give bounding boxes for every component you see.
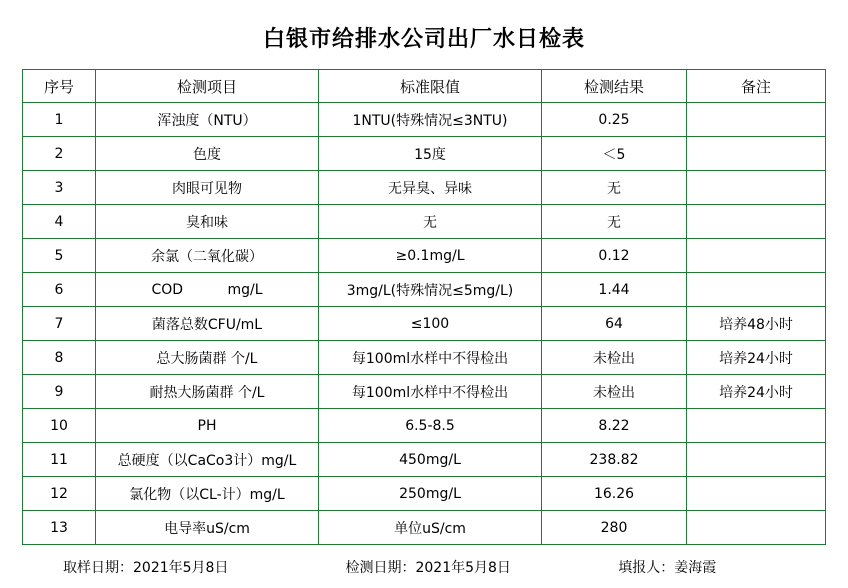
cell-item: 余氯（二氧化碳） [96,239,319,273]
cell-result: 64 [542,307,687,341]
cell-no: 12 [23,477,96,511]
cell-std: 每100ml水样中不得检出 [319,341,542,375]
cell-note [687,103,826,137]
table-row [23,409,826,443]
cell-note [687,409,826,443]
header-std: 标准限值 [319,70,542,103]
cell-item: 总硬度（以CaCo3计）mg/L [96,443,319,477]
table-row [23,239,826,273]
table-row [23,477,826,511]
cell-no: 11 [23,443,96,477]
cell-result: 238.82 [542,443,687,477]
header-no: 序号 [23,70,96,103]
reporter: 填报人：姜海霞 [618,560,717,576]
cell-item: 氯化物（以CL-计）mg/L [96,477,319,511]
cell-no: 13 [23,511,96,545]
table-row [23,375,826,409]
cell-item: 总大肠菌群 个/L [96,341,319,375]
cell-item: 耐热大肠菌群 个/L [96,375,319,409]
cell-result: 未检出 [542,341,687,375]
cell-item: 浑浊度（NTU） [96,103,319,137]
cell-std: ≥0.1mg/L [319,239,542,273]
cell-no: 9 [23,375,96,409]
header-note: 备注 [687,70,826,103]
table-row [23,341,826,375]
page-title: 白银市给排水公司出厂水日检表 [262,27,585,52]
test-date: 检测日期：2021年5月8日 [345,560,511,576]
cell-result: 未检出 [542,375,687,409]
cell-no: 5 [23,239,96,273]
cell-std: 1NTU(特殊情况≤3NTU) [319,103,542,137]
cell-std: 15度 [319,137,542,171]
cell-no: 10 [23,409,96,443]
cell-no: 3 [23,171,96,205]
table-row [23,307,826,341]
cell-item: 肉眼可见物 [96,171,319,205]
cell-no: 4 [23,205,96,239]
table-row [23,273,826,307]
cell-item: PH [96,409,319,443]
cell-result: ＜5 [542,137,687,171]
cell-std: 6.5-8.5 [319,409,542,443]
cell-no: 7 [23,307,96,341]
table-row [23,137,826,171]
table-header-row [23,70,826,103]
cell-item-text: COD mg/L [151,281,263,298]
table-body [23,103,826,545]
cell-note [687,273,826,307]
header-result: 检测结果 [542,70,687,103]
water-quality-table [22,69,826,545]
sampling-date: 取样日期：2021年5月8日 [63,560,229,576]
cell-result: 0.25 [542,103,687,137]
table-row [23,171,826,205]
cell-no: 2 [23,137,96,171]
cell-result: 无 [542,171,687,205]
table-row [23,443,826,477]
cell-note: 培养24小时 [687,341,826,375]
cell-item: 菌落总数CFU/mL [96,307,319,341]
footer [35,545,813,577]
cell-note [687,443,826,477]
cell-std: 每100ml水样中不得检出 [319,375,542,409]
cell-item [96,273,319,307]
cell-note [687,205,826,239]
cell-std: 单位uS/cm [319,511,542,545]
cell-result: 1.44 [542,273,687,307]
cell-no: 6 [23,273,96,307]
cell-std: ≤100 [319,307,542,341]
cell-result: 280 [542,511,687,545]
cell-std: 250mg/L [319,477,542,511]
cell-note [687,239,826,273]
cell-item: 臭和味 [96,205,319,239]
cell-no: 1 [23,103,96,137]
table-row [23,511,826,545]
cell-note [687,511,826,545]
cell-note: 培养24小时 [687,375,826,409]
header-item: 检测项目 [96,70,319,103]
cell-result: 无 [542,205,687,239]
table-row [23,205,826,239]
cell-std: 无异臭、异味 [319,171,542,205]
cell-note: 培养48小时 [687,307,826,341]
cell-std: 3mg/L(特殊情况≤5mg/L) [319,273,542,307]
cell-std: 450mg/L [319,443,542,477]
cell-result: 0.12 [542,239,687,273]
cell-item: 色度 [96,137,319,171]
cell-note [687,477,826,511]
cell-result: 8.22 [542,409,687,443]
cell-result: 16.26 [542,477,687,511]
cell-no: 8 [23,341,96,375]
cell-note [687,171,826,205]
cell-item: 电导率uS/cm [96,511,319,545]
table-row [23,103,826,137]
cell-std: 无 [319,205,542,239]
cell-note [687,137,826,171]
